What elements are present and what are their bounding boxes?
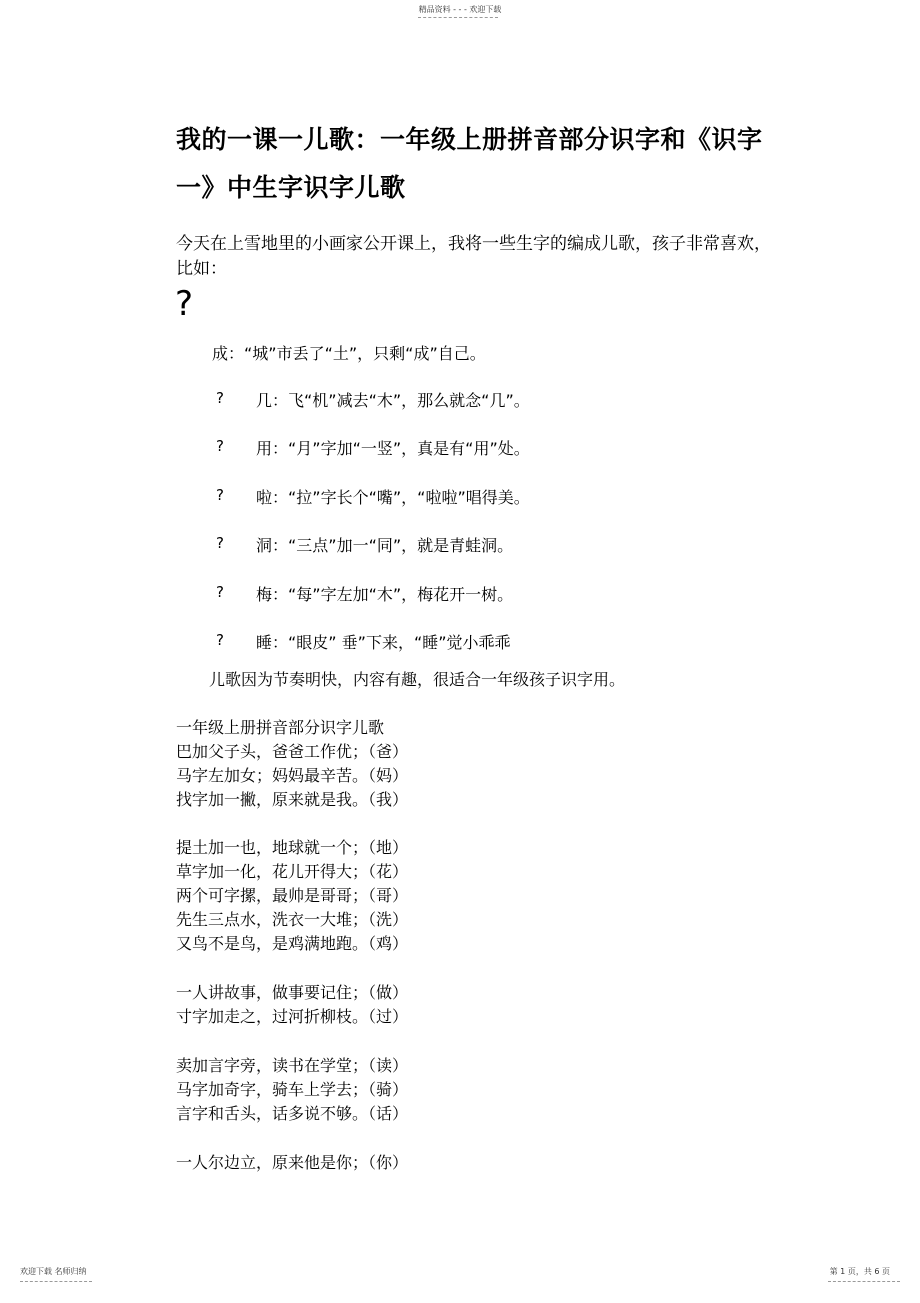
document-title-line-2: 一》中生字识字儿歌 bbox=[176, 173, 406, 202]
rhyme-line: 言字和舌头，话多说不够。（话） bbox=[176, 1104, 409, 1123]
example-item: 洞：“三点”加一“同”，就是青蛙洞。 bbox=[256, 536, 514, 555]
intro-line-2: 比如： bbox=[176, 259, 227, 279]
document-title-line-1: 我的一课一儿歌：一年级上册拼音部分识字和《识字 bbox=[176, 125, 763, 154]
rhyme-line: 卖加言字旁，读书在学堂；（读） bbox=[176, 1056, 409, 1075]
bullet-mark: ? bbox=[216, 486, 224, 504]
footer-left-divider bbox=[20, 1281, 92, 1282]
rhyme-line: 又鸟不是鸟，是鸡满地跑。（鸡） bbox=[176, 934, 409, 953]
summary-text: 儿歌因为节奏明快，内容有趣，很适合一年级孩子识字用。 bbox=[209, 670, 626, 689]
rhyme-line: 马字左加女；妈妈最辛苦。（妈） bbox=[176, 766, 409, 785]
rhymes-heading: 一年级上册拼音部分识字儿歌 bbox=[176, 718, 385, 737]
rhyme-line: 巴加父子头，爸爸工作优；（爸） bbox=[176, 742, 409, 761]
footer-right-divider bbox=[828, 1281, 900, 1282]
example-item: 几：飞“机”减去“木”，那么就念“几”。 bbox=[256, 391, 530, 410]
example-item: 啦：“拉”字长个“嘴”，“啦啦”唱得美。 bbox=[256, 488, 530, 507]
footer-page-number: 第 1 页，共 6 页 bbox=[829, 1267, 890, 1276]
bullet-mark: ? bbox=[216, 437, 224, 455]
intro-line-1: 今天在上雪地里的小画家公开课上，我将一些生字的编成儿歌，孩子非常喜欢， bbox=[176, 234, 771, 254]
rhyme-line: 马字加奇字，骑车上学去；（骑） bbox=[176, 1080, 409, 1099]
bullet-mark: ? bbox=[216, 534, 224, 552]
rhyme-line: 草字加一化，花儿开得大；（花） bbox=[176, 862, 409, 881]
bullet-mark: ? bbox=[216, 389, 224, 407]
header-divider bbox=[418, 17, 498, 18]
question-mark-glyph: ? bbox=[175, 284, 194, 324]
footer-left-text: 欢迎下载 名师归纳 bbox=[20, 1267, 87, 1276]
example-item: 睡：“眼皮” 垂”下来，“睡”觉小乖乖 bbox=[256, 633, 511, 652]
rhyme-line: 寸字加走之，过河折柳枝。（过） bbox=[176, 1007, 409, 1026]
example-item: 用：“月”字加“一竖”，真是有“用”处。 bbox=[256, 439, 530, 458]
rhyme-line: 两个可字摞，最帅是哥哥；（哥） bbox=[176, 886, 409, 905]
rhyme-line: 找字加一撇，原来就是我。（我） bbox=[176, 790, 409, 809]
rhyme-line: 提土加一也，地球就一个；（地） bbox=[176, 838, 409, 857]
page-header-text: 精品资料 - - - 欢迎下载 bbox=[418, 5, 502, 14]
rhyme-line: 先生三点水，洗衣一大堆；（洗） bbox=[176, 910, 409, 929]
bullet-mark: ? bbox=[216, 631, 224, 649]
example-first: 成：“城”市丢了“土”，只剩“成”自己。 bbox=[212, 344, 486, 363]
bullet-mark: ? bbox=[216, 583, 224, 601]
rhyme-line: 一人尔边立，原来他是你；（你） bbox=[176, 1153, 409, 1172]
rhyme-line: 一人讲故事，做事要记住；（做） bbox=[176, 983, 409, 1002]
example-item: 梅：“每”字左加“木”，梅花开一树。 bbox=[256, 585, 514, 604]
